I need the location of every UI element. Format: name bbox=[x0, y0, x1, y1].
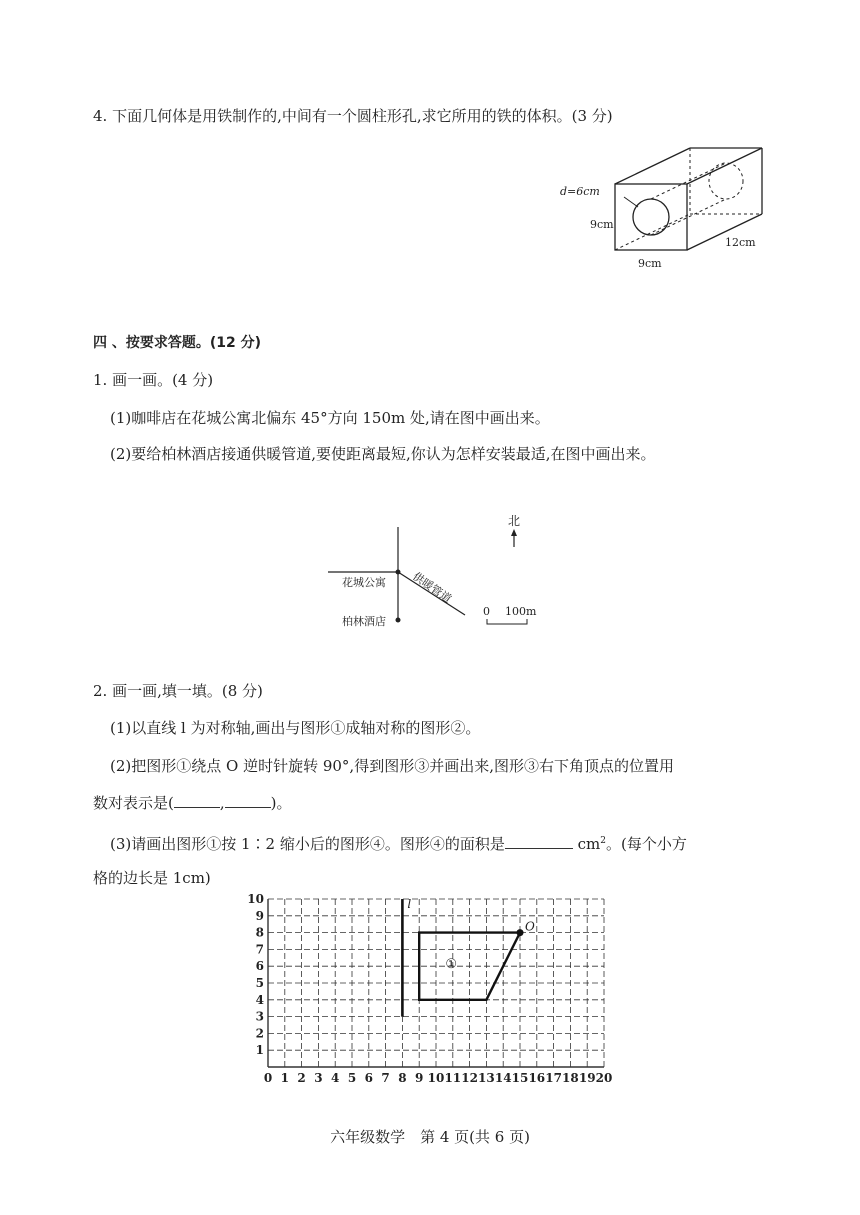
x-tick-label: 0 bbox=[263, 1071, 273, 1085]
height-label: 9cm bbox=[590, 218, 614, 231]
y-tick-label: 1 bbox=[255, 1043, 264, 1058]
y-tick-label: 5 bbox=[255, 976, 264, 990]
x-tick-label: 9 bbox=[415, 1071, 424, 1085]
q2-part3a: (3)请画出图形①按 1∶2 缩小后的图形④。图形④的面积是 $cm^2$。(每个小方 bbox=[110, 835, 687, 853]
x-tick-label: 7 bbox=[381, 1071, 390, 1085]
answer-blank-x[interactable] bbox=[174, 807, 220, 808]
q1-part2: (2)要给柏林酒店接通供暖管道,要使距离最短,你认为怎样安装最适,在图中画出来。 bbox=[110, 445, 656, 463]
y-tick-label: 9 bbox=[255, 908, 264, 923]
point-o-label: O bbox=[525, 919, 535, 934]
hotel-point bbox=[396, 618, 401, 623]
x-tick-label: 2 bbox=[297, 1071, 306, 1085]
y-tick-label: 6 bbox=[255, 959, 264, 974]
x-tick-label: 10 bbox=[427, 1071, 445, 1085]
x-tick-label: 14 bbox=[494, 1071, 512, 1085]
x-tick-label: 12 bbox=[461, 1071, 478, 1085]
q2-part1: (1)以直线 l 为对称轴,画出与图形①成轴对称的图形②。 bbox=[110, 719, 481, 737]
apartment-point bbox=[396, 570, 401, 575]
x-tick-label: 4 bbox=[331, 1071, 340, 1085]
x-tick-label: 20 bbox=[595, 1071, 613, 1085]
x-tick-label: 6 bbox=[364, 1071, 373, 1085]
q2-title: 2. 画一画,填一填。(8 分) bbox=[93, 682, 263, 700]
scale-zero: 0 bbox=[483, 605, 490, 618]
y-tick-label: 3 bbox=[255, 1009, 264, 1024]
x-tick-label: 18 bbox=[562, 1071, 579, 1085]
x-tick-label: 1 bbox=[280, 1071, 289, 1085]
section-title: 四 、按要求答题。(12 分) bbox=[93, 335, 262, 351]
scale-value: 100m bbox=[505, 605, 537, 618]
x-tick-label: 8 bbox=[398, 1071, 407, 1085]
q2-part3b: 格的边长是 1cm) bbox=[93, 869, 211, 887]
q1-title: 1. 画一画。(4 分) bbox=[93, 371, 214, 389]
shape-1-label: ① bbox=[445, 956, 458, 972]
q4-text: 4. 下面几何体是用铁制作的,中间有一个圆柱形孔,求它所用的铁的体积。(3 分) bbox=[93, 107, 613, 125]
x-tick-label: 3 bbox=[314, 1071, 323, 1085]
y-tick-label: 2 bbox=[255, 1026, 264, 1041]
diameter-label: d=6cm bbox=[560, 185, 600, 198]
x-tick-label: 17 bbox=[545, 1071, 562, 1085]
scale-bar bbox=[487, 619, 527, 624]
q2-part2a: (2)把图形①绕点 O 逆时针旋转 90°,得到图形③并画出来,图形③右下角顶点的位置用 bbox=[110, 757, 674, 775]
answer-blank-area[interactable] bbox=[505, 848, 573, 849]
map-figure bbox=[320, 505, 550, 640]
x-tick-label: 16 bbox=[528, 1071, 546, 1085]
north-label: 北 bbox=[508, 514, 521, 528]
axis-l-label: l bbox=[407, 897, 412, 912]
x-tick-label: 15 bbox=[511, 1071, 529, 1085]
apartment-label: 花城公寓 bbox=[342, 576, 386, 589]
x-tick-label: 13 bbox=[478, 1071, 495, 1085]
width-label: 9cm bbox=[638, 257, 662, 270]
coordinate-grid bbox=[240, 892, 620, 1097]
y-tick-label: 10 bbox=[247, 892, 264, 906]
point-o bbox=[517, 929, 524, 936]
hollow-prism-figure bbox=[540, 140, 780, 280]
page-footer: 六年级数学 第 4 页(共 6 页) bbox=[330, 1128, 530, 1146]
pipe-label: 供暖管道 bbox=[410, 569, 454, 606]
y-tick-label: 7 bbox=[255, 942, 264, 957]
x-tick-label: 19 bbox=[578, 1071, 596, 1085]
y-tick-label: 8 bbox=[255, 925, 264, 940]
x-tick-label: 5 bbox=[347, 1071, 357, 1085]
answer-blank-y[interactable] bbox=[225, 807, 271, 808]
x-tick-label: 11 bbox=[444, 1071, 462, 1085]
hotel-label: 柏林酒店 bbox=[342, 615, 386, 628]
y-tick-label: 4 bbox=[255, 992, 264, 1007]
q1-part1: (1)咖啡店在花城公寓北偏东 45°方向 150m 处,请在图中画出来。 bbox=[110, 409, 550, 427]
length-label: 12cm bbox=[725, 236, 756, 249]
q2-part2b: 数对表示是( , )。 bbox=[93, 794, 292, 812]
